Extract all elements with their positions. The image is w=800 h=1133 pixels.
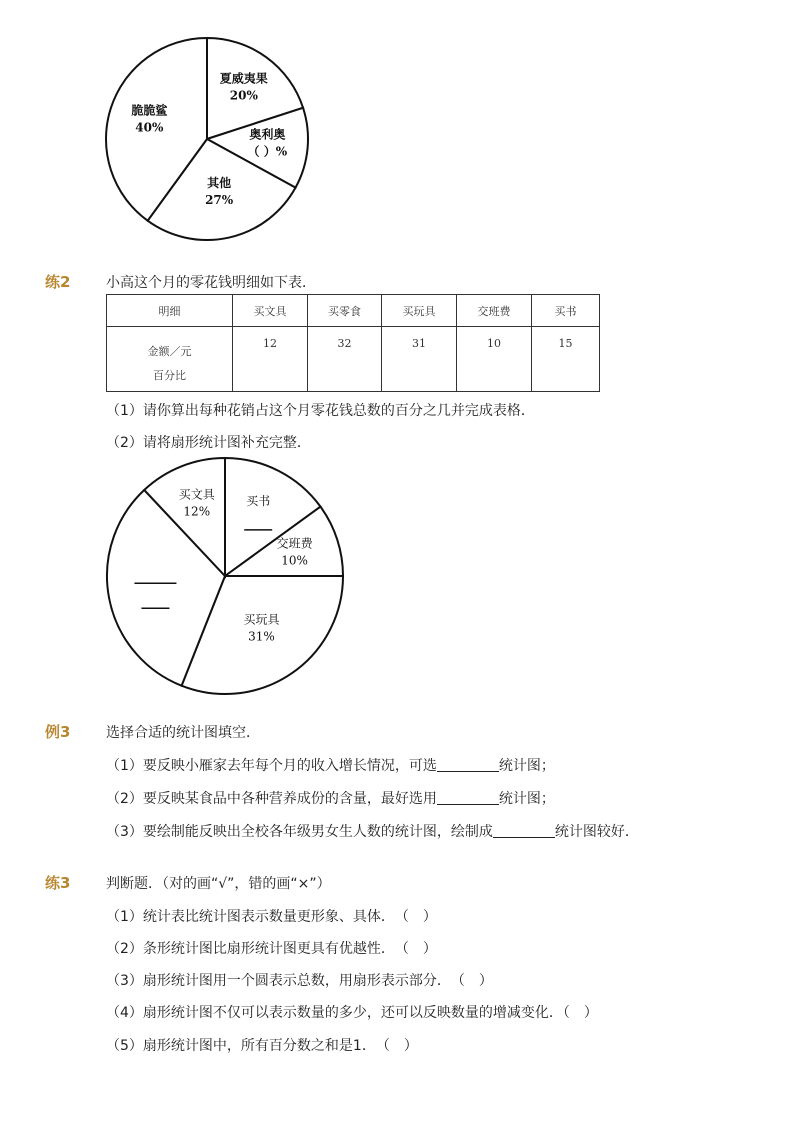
exercise-2-label: 练2 bbox=[45, 273, 71, 291]
pie-slice-percent: 27% bbox=[205, 193, 234, 208]
table-row-amount bbox=[107, 327, 600, 360]
pocket-money-table bbox=[106, 294, 600, 392]
pie-slice-name: 奥利奥 bbox=[249, 127, 286, 142]
pie-slice-percent: 10% bbox=[281, 553, 308, 568]
example-3-q1 bbox=[106, 755, 555, 775]
fill-in-blank[interactable] bbox=[493, 823, 555, 838]
pie-slice-name: 交班费 bbox=[276, 536, 313, 551]
pie-slice-name: 买玩具 bbox=[243, 612, 280, 627]
table-header-cell: 交班费 bbox=[457, 295, 532, 327]
q3-text-after: 统计图较好． bbox=[554, 824, 639, 840]
judgement-item: （3）扇形统计图用一个圆表示总数，用扇形表示部分． （ ） bbox=[106, 973, 493, 989]
table-header-cell: 买文具 bbox=[233, 295, 308, 327]
judgement-item: （4）扇形统计图不仅可以表示数量的多少，还可以反映数量的增减变化．（ ） bbox=[106, 1005, 598, 1021]
judgement-item: （1）统计表比统计图表示数量更形象、具体． （ ） bbox=[106, 909, 437, 925]
pie-slice-percent: 20% bbox=[229, 88, 258, 103]
amount-cell: 15 bbox=[532, 327, 600, 360]
pie-slice-name: 买文具 bbox=[178, 487, 215, 502]
exercise-2-q1: （1）请你算出每种花销占这个月零花钱总数的百分之几并完成表格． bbox=[106, 403, 535, 419]
amount-cell: 32 bbox=[308, 327, 382, 360]
q2-text-after: 统计图； bbox=[498, 791, 555, 807]
pie-slice-percent: （ ）% bbox=[247, 144, 288, 159]
example-3-q3 bbox=[106, 821, 639, 841]
pie-chart-pocket-money bbox=[104, 455, 348, 699]
table-header-cell: 明细 bbox=[107, 295, 233, 327]
exercise-2-q2: （2）请将扇形统计图补充完整． bbox=[106, 435, 311, 451]
row-label-percent: 百分比 bbox=[153, 369, 186, 382]
percent-cell-empty[interactable] bbox=[308, 359, 382, 392]
pie-chart-snacks bbox=[100, 32, 316, 248]
amount-cell: 31 bbox=[382, 327, 457, 360]
table-header-cell: 买零食 bbox=[308, 295, 382, 327]
percent-cell-empty[interactable] bbox=[532, 359, 600, 392]
percent-cell-empty[interactable] bbox=[382, 359, 457, 392]
q1-text-before: （1）要反映小雁家去年每个月的收入增长情况，可选 bbox=[106, 758, 437, 774]
percent-cell-empty[interactable] bbox=[457, 359, 532, 392]
example-3-label: 例3 bbox=[45, 723, 71, 741]
exercise-3-intro: 判断题．（对的画“√”，错的画“×”） bbox=[106, 876, 331, 892]
exercise-2-intro: 小高这个月的零花钱明细如下表． bbox=[106, 275, 316, 291]
example-3-intro: 选择合适的统计图填空． bbox=[106, 725, 260, 741]
percent-cell-empty[interactable] bbox=[233, 359, 308, 392]
amount-cell: 12 bbox=[233, 327, 308, 360]
pie-slice-name: 其他 bbox=[207, 176, 232, 191]
judgement-item: （2）条形统计图比扇形统计图更具有优越性． （ ） bbox=[106, 941, 437, 957]
exercise-3-label: 练3 bbox=[45, 874, 71, 892]
pie-slice-percent: 12% bbox=[183, 504, 211, 519]
q3-text-before: （3）要绘制能反映出全校各年级男女生人数的统计图，绘制成 bbox=[106, 824, 493, 840]
pie-slice-name: 夏威夷果 bbox=[219, 71, 268, 86]
pie-slice-name: 买书 bbox=[246, 493, 271, 508]
pie-slice-name: 脆脆鲨 bbox=[131, 103, 168, 118]
fill-in-blank[interactable] bbox=[437, 790, 499, 805]
pie-slice-percent: 40% bbox=[135, 120, 164, 135]
amount-cell: 10 bbox=[457, 327, 532, 360]
table-header-row bbox=[107, 295, 600, 327]
example-3-q2 bbox=[106, 788, 555, 808]
table-header-cell: 买玩具 bbox=[382, 295, 457, 327]
pie-slice-percent: 31% bbox=[248, 629, 275, 644]
q1-text-after: 统计图； bbox=[498, 758, 555, 774]
row-label-amount: 金额／元 bbox=[147, 345, 192, 358]
judgement-item: （5）扇形统计图中，所有百分数之和是1． （ ） bbox=[106, 1038, 418, 1054]
fill-in-blank[interactable] bbox=[437, 757, 499, 772]
table-header-cell: 买书 bbox=[532, 295, 600, 327]
table-row-percent bbox=[107, 359, 600, 392]
q2-text-before: （2）要反映某食品中各种营养成份的含量，最好选用 bbox=[106, 791, 437, 807]
